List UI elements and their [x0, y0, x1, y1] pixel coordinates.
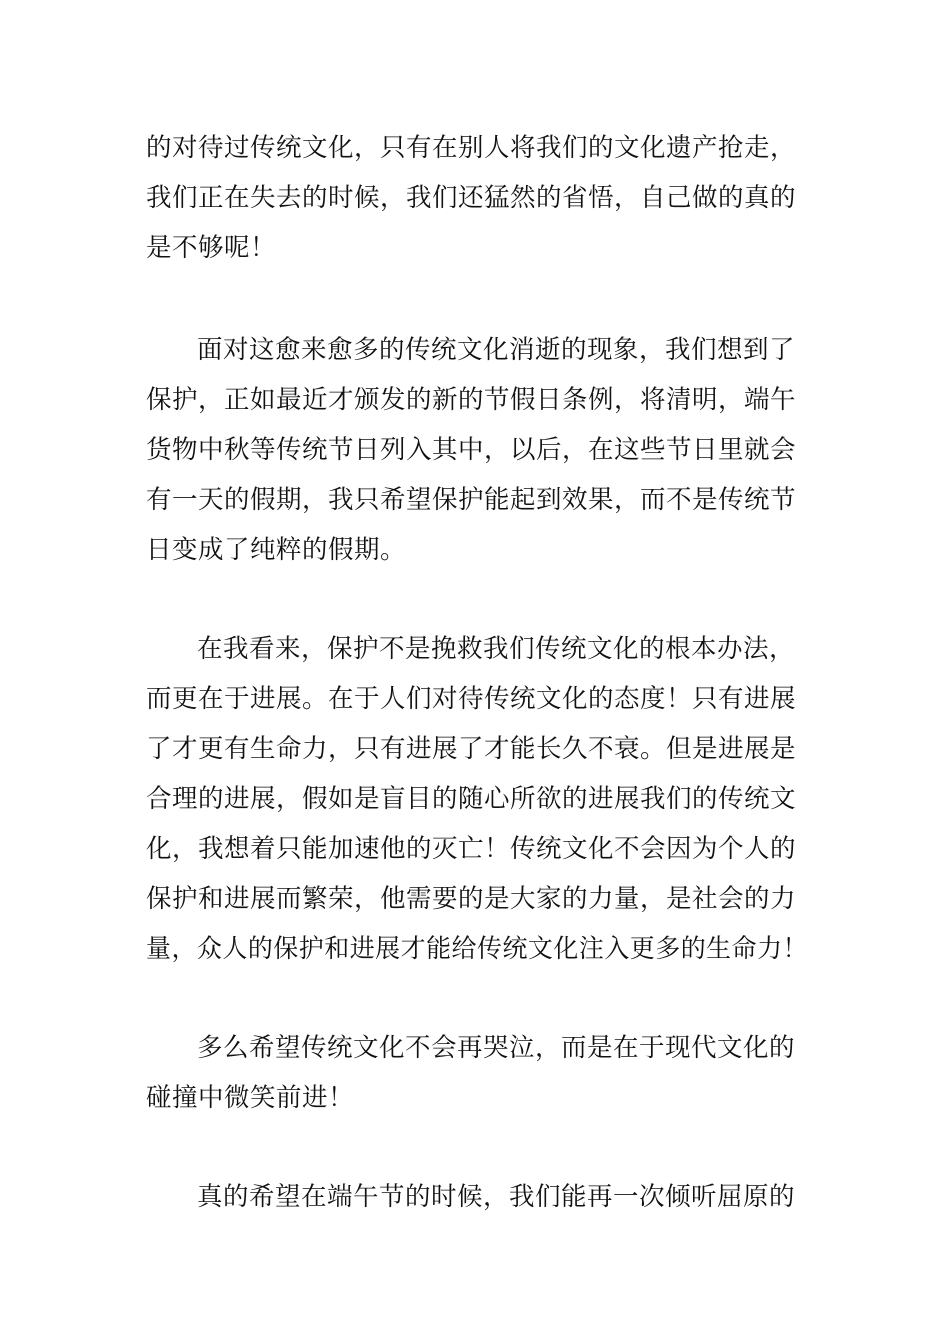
paragraph-1-line-2: 我们正在失去的时候，我们还猛然的省悟，自己做的真的	[146, 183, 797, 213]
paragraph-3-line-2: 而更在于进展。在于人们对待传统文化的态度！只有进展	[146, 684, 797, 714]
paragraph-1-line-1: 的对待过传统文化，只有在别人将我们的文化遗产抢走，	[146, 133, 797, 163]
paragraph-3-line-1: 在我看来，保护不是挽救我们传统文化的根本办法，	[197, 634, 796, 664]
paragraph-1-line-3: 是不够呢！	[146, 233, 277, 263]
paragraph-4-line-2: 碰撞中微笑前进！	[146, 1083, 355, 1113]
paragraph-2-line-5: 日变成了纯粹的假期。	[146, 535, 407, 565]
paragraph-3-line-7: 量，众人的保护和进展才能给传统文化注入更多的生命力！	[146, 934, 809, 964]
paragraph-3-line-5: 化，我想着只能加速他的灭亡！传统文化不会因为个人的	[146, 834, 797, 864]
paragraph-2-line-1: 面对这愈来愈多的传统文化消逝的现象，我们想到了	[197, 335, 796, 365]
paragraph-2-line-2: 保护，正如最近才颁发的新的节假日条例，将清明，端午	[146, 385, 797, 415]
paragraph-2-line-4: 有一天的假期，我只希望保护能起到效果，而不是传统节	[146, 485, 797, 515]
paragraph-3-line-6: 保护和进展而繁荣，他需要的是大家的力量，是社会的力	[146, 884, 797, 914]
paragraph-4-line-1: 多么希望传统文化不会再哭泣，而是在于现代文化的	[197, 1033, 796, 1063]
paragraph-2-line-3: 货物中秋等传统节日列入其中，以后，在这些节日里就会	[146, 435, 797, 465]
paragraph-5-line-1: 真的希望在端午节的时候，我们能再一次倾听屈原的	[197, 1182, 796, 1212]
paragraph-3-line-4: 合理的进展，假如是盲目的随心所欲的进展我们的传统文	[146, 784, 797, 814]
paragraph-3-line-3: 了才更有生命力，只有进展了才能长久不衰。但是进展是	[146, 734, 797, 764]
